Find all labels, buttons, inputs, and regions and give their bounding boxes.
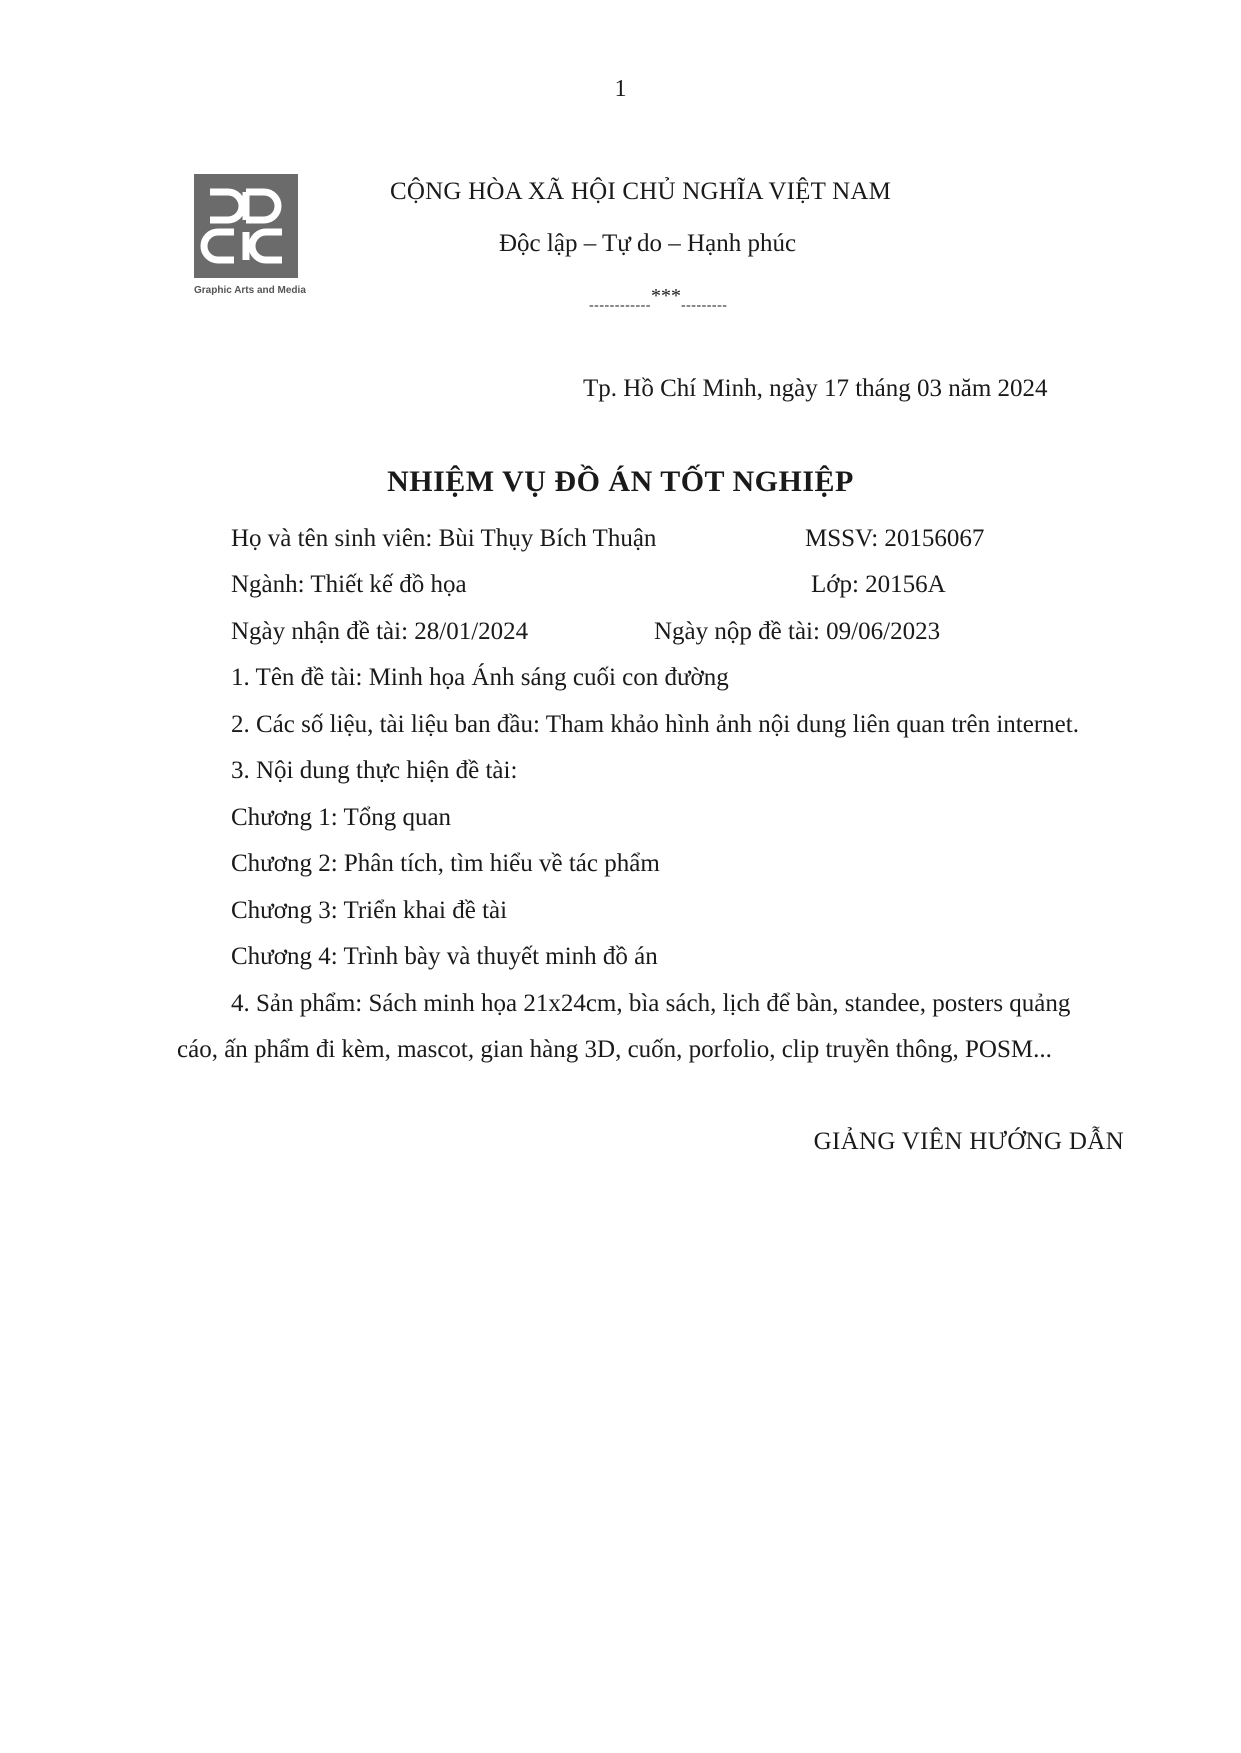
major: Ngành: Thiết kế đồ họa (231, 571, 467, 598)
separator-stars: *** (650, 285, 681, 307)
separator-dashes-left: ------------ (589, 298, 651, 313)
submit-date: Ngày nộp đề tài: 09/06/2023 (654, 618, 941, 645)
student-id: MSSV: 20156067 (805, 525, 985, 552)
chapter-item: Chương 2: Phân tích, tìm hiểu về tác phẩm (231, 850, 660, 877)
products-line-1: 4. Sản phẩm: Sách minh họa 21x24cm, bìa sách, lịch để bàn, standee, posters quảng (231, 990, 1071, 1017)
products-line-2: cáo, ấn phẩm đi kèm, mascot, gian hàng 3D, cuốn, porfolio, clip truyền thông, POSM... (177, 1036, 1052, 1063)
student-name: Họ và tên sinh viên: Bùi Thụy Bích Thuận (231, 525, 657, 552)
class: Lớp: 20156A (811, 571, 946, 598)
chapter-item: Chương 4: Trình bày và thuyết minh đồ án (231, 943, 658, 970)
received-date: Ngày nhận đề tài: 28/01/2024 (231, 618, 529, 645)
sources-item: 2. Các số liệu, tài liệu ban đầu: Tham khảo hình ảnh nội dung liên quan trên internet. (231, 711, 1079, 738)
date-line: Tp. Hồ Chí Minh, ngày 17 tháng 03 năm 2024 (583, 375, 1048, 402)
logo-caption: Graphic Arts and Media (194, 285, 306, 296)
chapter-item: Chương 3: Triển khai đề tài (231, 897, 508, 924)
content-heading: 3. Nội dung thực hiện đề tài: (231, 757, 518, 784)
document-title: NHIỆM VỤ ĐỒ ÁN TỐT NGHIỆP (387, 465, 854, 498)
topic-item: 1. Tên đề tài: Minh họa Ánh sáng cuối con đường (231, 664, 729, 691)
page-number: 1 (614, 76, 627, 102)
nation-heading: CỘNG HÒA XÃ HỘI CHỦ NGHĨA VIỆT NAM (390, 178, 892, 205)
gam-logo-icon (194, 174, 298, 278)
motto: Độc lập – Tự do – Hạnh phúc (499, 230, 797, 257)
separator-dashes-right: --------- (680, 298, 728, 313)
chapter-item: Chương 1: Tổng quan (231, 804, 452, 831)
separator (589, 285, 728, 313)
signature-label: GIẢNG VIÊN HƯỚNG DẪN (813, 1128, 1124, 1155)
